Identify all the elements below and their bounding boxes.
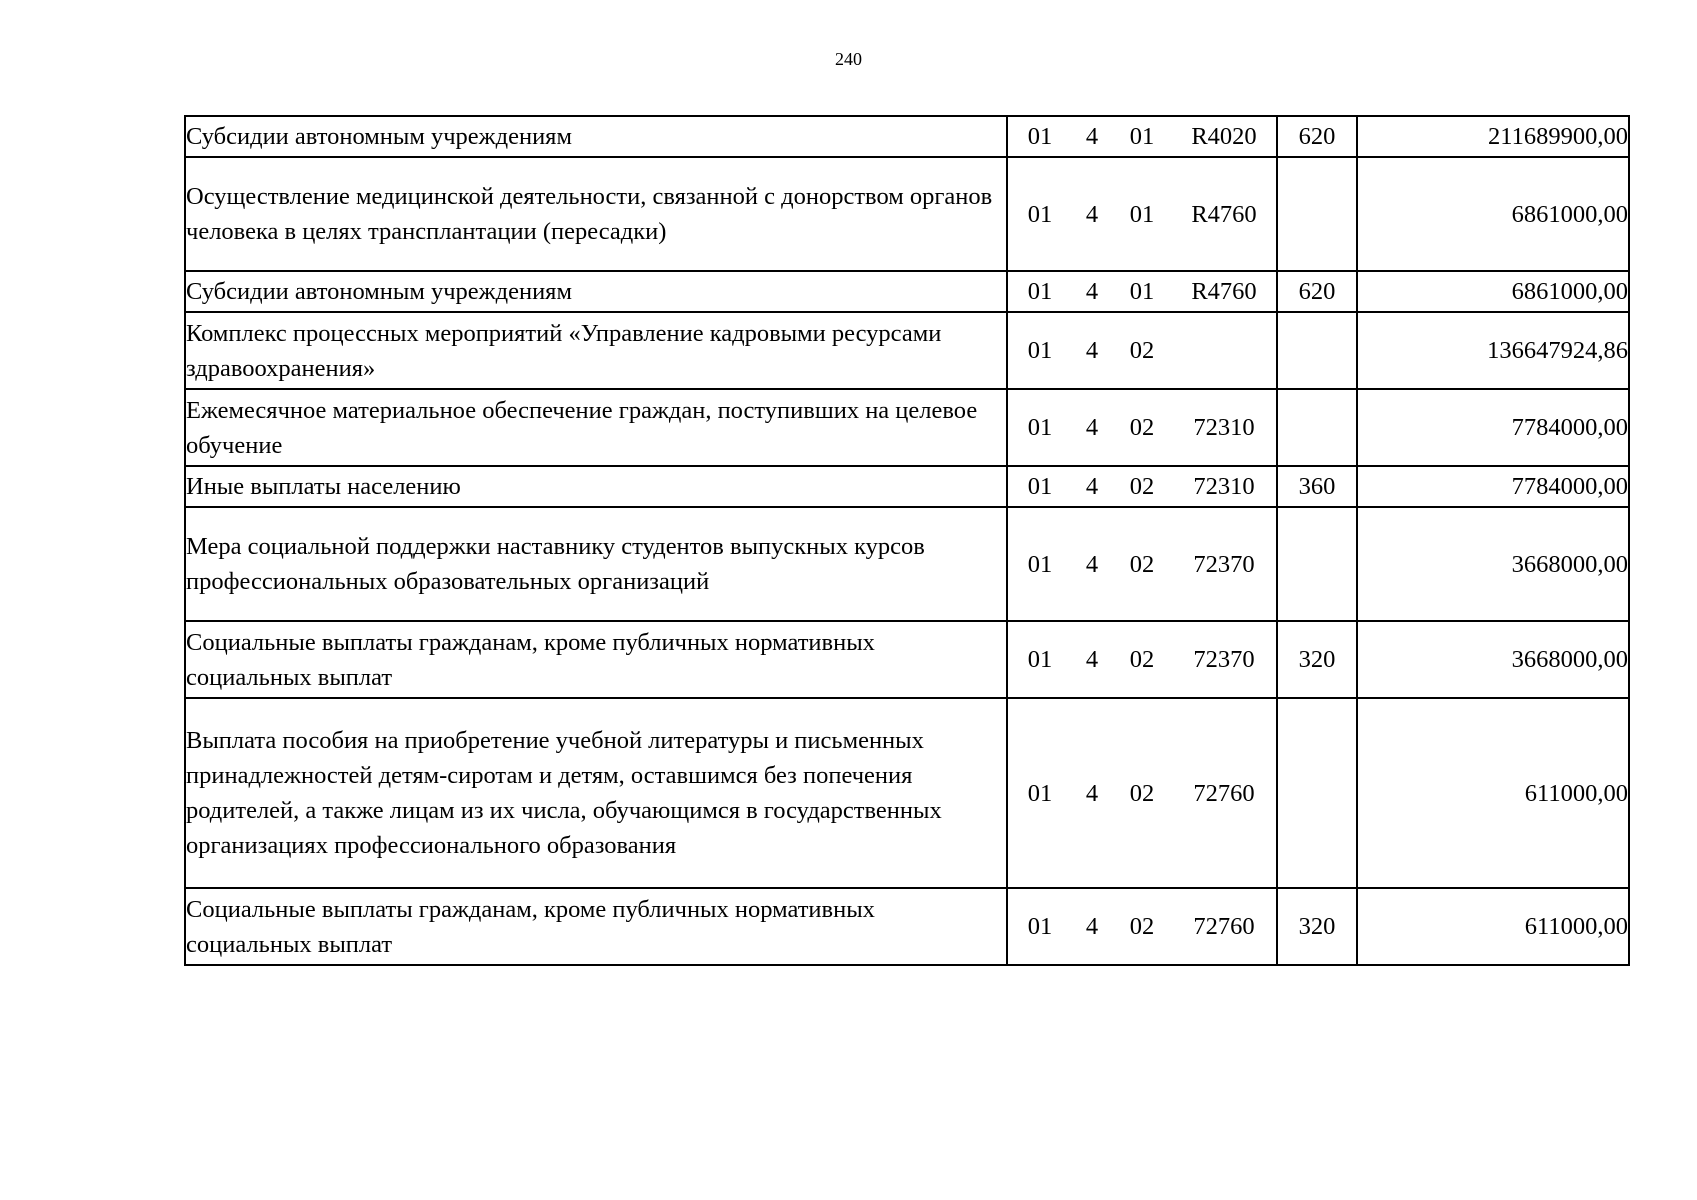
code-measure: 02 (1129, 473, 1155, 500)
row-code (1007, 507, 1277, 621)
code-subprogram: 4 (1085, 123, 1099, 150)
table-row (185, 466, 1629, 507)
row-name: Ежемесячное материальное обеспечение граждан, поступивших на целевое обучение (185, 389, 1007, 466)
row-code (1007, 157, 1277, 271)
code-direction: R4760 (1191, 200, 1257, 228)
code-program: 01 (1027, 550, 1053, 578)
code-subprogram: 4 (1085, 779, 1099, 807)
row-expense-type (1277, 389, 1357, 466)
code-direction: R4760 (1191, 278, 1257, 305)
code-direction: R4020 (1191, 123, 1257, 150)
table-row (185, 888, 1629, 965)
code-program: 01 (1027, 779, 1053, 807)
code-program: 01 (1027, 200, 1053, 228)
row-name: Осуществление медицинской деятельности, связанной с донорством органов человека в целях трансплантации (пересадки) (185, 157, 1007, 271)
row-name: Комплекс процессных мероприятий «Управление кадровыми ресурсами здравоохранения» (185, 312, 1007, 389)
row-amount: 611000,00 (1357, 888, 1629, 965)
row-code (1007, 312, 1277, 389)
row-name: Выплата пособия на приобретение учебной литературы и письменных принадлежностей детям-сиротам и детям, оставшимся без попечения родителей, а также лицам из их числа, обучающимся в государственных организациях профессионального образования (185, 698, 1007, 888)
code-subprogram: 4 (1085, 414, 1099, 441)
row-name: Социальные выплаты гражданам, кроме публичных нормативных социальных выплат (185, 888, 1007, 965)
table-row (185, 157, 1629, 271)
row-expense-type: 620 (1277, 271, 1357, 312)
row-expense-type (1277, 157, 1357, 271)
code-direction: 72310 (1193, 414, 1255, 441)
row-name: Социальные выплаты гражданам, кроме публичных нормативных социальных выплат (185, 621, 1007, 698)
row-expense-type: 320 (1277, 888, 1357, 965)
code-subprogram: 4 (1085, 550, 1099, 578)
table-row (185, 507, 1629, 621)
code-measure: 02 (1129, 779, 1155, 807)
row-code (1007, 698, 1277, 888)
row-amount: 3668000,00 (1357, 621, 1629, 698)
row-code (1007, 116, 1277, 157)
code-program: 01 (1027, 913, 1053, 940)
row-code (1007, 888, 1277, 965)
row-amount: 6861000,00 (1357, 271, 1629, 312)
code-measure: 01 (1129, 278, 1155, 305)
code-measure: 01 (1129, 123, 1155, 150)
code-direction: 72760 (1193, 779, 1255, 807)
code-program: 01 (1027, 123, 1053, 150)
code-subprogram: 4 (1085, 913, 1099, 940)
code-direction: 72370 (1193, 550, 1255, 578)
row-name: Иные выплаты населению (185, 466, 1007, 507)
table-row (185, 698, 1629, 888)
table-row (185, 621, 1629, 698)
code-subprogram: 4 (1085, 337, 1099, 364)
code-program: 01 (1027, 473, 1053, 500)
table-row (185, 389, 1629, 466)
code-direction: 72370 (1193, 646, 1255, 673)
row-name: Субсидии автономным учреждениям (185, 116, 1007, 157)
code-measure: 02 (1129, 414, 1155, 441)
table-row (185, 116, 1629, 157)
code-measure: 02 (1129, 550, 1155, 578)
code-program: 01 (1027, 414, 1053, 441)
row-amount: 611000,00 (1357, 698, 1629, 888)
code-program: 01 (1027, 646, 1053, 673)
code-program: 01 (1027, 278, 1053, 305)
code-direction: 72760 (1193, 913, 1255, 940)
row-expense-type: 320 (1277, 621, 1357, 698)
row-amount: 136647924,86 (1357, 312, 1629, 389)
table-row (185, 271, 1629, 312)
code-subprogram: 4 (1085, 473, 1099, 500)
page-number: 240 (835, 49, 862, 69)
row-amount: 7784000,00 (1357, 466, 1629, 507)
row-code (1007, 621, 1277, 698)
row-amount: 211689900,00 (1357, 116, 1629, 157)
row-name: Субсидии автономным учреждениям (185, 271, 1007, 312)
row-name: Мера социальной поддержки наставнику студентов выпускных курсов профессиональных образовательных организаций (185, 507, 1007, 621)
code-program: 01 (1027, 337, 1053, 364)
code-subprogram: 4 (1085, 200, 1099, 228)
code-measure: 02 (1129, 337, 1155, 364)
row-expense-type (1277, 698, 1357, 888)
code-subprogram: 4 (1085, 278, 1099, 305)
code-measure: 01 (1129, 200, 1155, 228)
row-code (1007, 466, 1277, 507)
row-code (1007, 389, 1277, 466)
code-direction: 72310 (1193, 473, 1255, 500)
row-expense-type (1277, 312, 1357, 389)
row-amount: 7784000,00 (1357, 389, 1629, 466)
row-amount: 6861000,00 (1357, 157, 1629, 271)
row-expense-type (1277, 507, 1357, 621)
row-amount: 3668000,00 (1357, 507, 1629, 621)
code-subprogram: 4 (1085, 646, 1099, 673)
budget-table (184, 115, 1630, 966)
row-expense-type: 620 (1277, 116, 1357, 157)
code-measure: 02 (1129, 646, 1155, 673)
table-row (185, 312, 1629, 389)
row-expense-type: 360 (1277, 466, 1357, 507)
code-measure: 02 (1129, 913, 1155, 940)
row-code (1007, 271, 1277, 312)
